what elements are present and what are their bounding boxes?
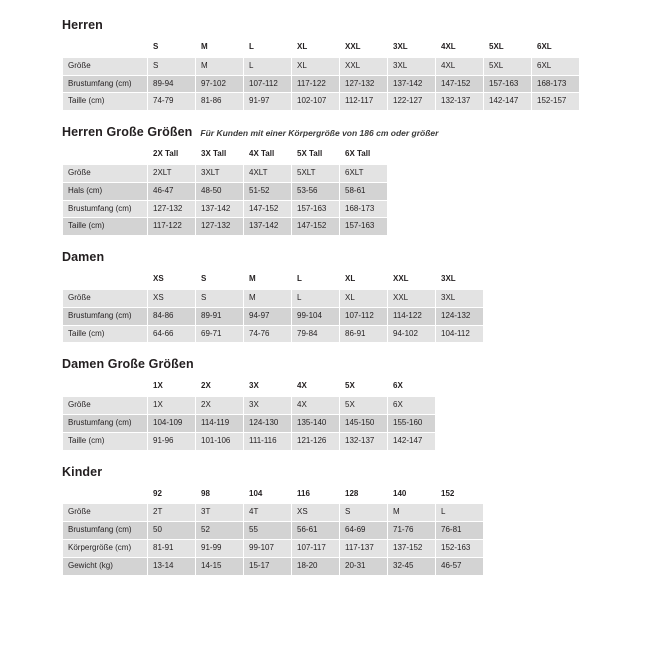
column-header: 3XL — [436, 271, 484, 290]
table-cell: 132-137 — [340, 432, 388, 450]
table-cell: 111-116 — [244, 432, 292, 450]
table-header-row — [63, 378, 436, 397]
table-cell: 3XLT — [196, 164, 244, 182]
column-header: XXL — [388, 271, 436, 290]
table-cell: 6XL — [532, 57, 580, 75]
table-cell: 147-152 — [436, 75, 484, 93]
column-header: L — [244, 39, 292, 58]
table-cell: 2XLT — [148, 164, 196, 182]
size-table — [62, 485, 484, 576]
table-cell: 117-137 — [340, 539, 388, 557]
table-cell: 64-66 — [148, 325, 196, 343]
column-header: 6X — [388, 378, 436, 397]
table-cell: 127-132 — [196, 218, 244, 236]
table-header-row — [63, 271, 484, 290]
size-section — [62, 465, 590, 576]
column-header: 1X — [148, 378, 196, 397]
table-cell: 3T — [196, 504, 244, 522]
table-cell: 155-160 — [388, 414, 436, 432]
table-cell: 168-173 — [340, 200, 388, 218]
column-header: 116 — [292, 485, 340, 504]
column-header: XL — [340, 271, 388, 290]
column-header: 4XL — [436, 39, 484, 58]
table-cell: 81-86 — [196, 93, 244, 111]
table-row — [63, 307, 484, 325]
column-header: 92 — [148, 485, 196, 504]
table-row — [63, 504, 484, 522]
table-corner-cell — [63, 271, 148, 290]
column-header: 140 — [388, 485, 436, 504]
section-title: Damen — [62, 250, 105, 265]
table-cell: 104-109 — [148, 414, 196, 432]
column-header: 4X — [292, 378, 340, 397]
table-cell: XXL — [388, 289, 436, 307]
row-label: Taille (cm) — [63, 218, 148, 236]
table-cell: 79-84 — [292, 325, 340, 343]
table-cell: 112-117 — [340, 93, 388, 111]
table-corner-cell — [63, 146, 148, 165]
table-cell: 89-94 — [148, 75, 196, 93]
table-row — [63, 522, 484, 540]
table-cell: S — [148, 57, 196, 75]
table-cell: L — [244, 57, 292, 75]
table-cell: 84-86 — [148, 307, 196, 325]
table-cell: 124-130 — [244, 414, 292, 432]
table-cell: 91-99 — [196, 539, 244, 557]
table-cell: 104-112 — [436, 325, 484, 343]
table-cell: 71-76 — [388, 522, 436, 540]
table-cell: 58-61 — [340, 182, 388, 200]
table-cell: 94-97 — [244, 307, 292, 325]
table-row — [63, 557, 484, 575]
table-cell: 6XLT — [340, 164, 388, 182]
table-cell: 117-122 — [148, 218, 196, 236]
table-cell: 147-152 — [244, 200, 292, 218]
table-cell: 152-163 — [436, 539, 484, 557]
size-table — [62, 145, 388, 236]
column-header: 128 — [340, 485, 388, 504]
column-header: 98 — [196, 485, 244, 504]
table-cell: S — [340, 504, 388, 522]
table-row — [63, 75, 580, 93]
table-cell: 122-127 — [388, 93, 436, 111]
column-header: 6X Tall — [340, 146, 388, 165]
table-cell: 99-104 — [292, 307, 340, 325]
table-cell: 15-17 — [244, 557, 292, 575]
section-note: Für Kunden mit einer Körpergröße von 186 cm oder größer — [200, 128, 439, 139]
row-label: Größe — [63, 397, 148, 415]
table-cell: 69-71 — [196, 325, 244, 343]
column-header: 5X Tall — [292, 146, 340, 165]
table-cell: 51-52 — [244, 182, 292, 200]
table-cell: 18-20 — [292, 557, 340, 575]
table-cell: 5XLT — [292, 164, 340, 182]
table-cell: XS — [148, 289, 196, 307]
table-cell: 46-47 — [148, 182, 196, 200]
row-label: Brustumfang (cm) — [63, 307, 148, 325]
section-title: Damen Große Größen — [62, 357, 194, 372]
table-cell: 46-57 — [436, 557, 484, 575]
table-cell: 91-96 — [148, 432, 196, 450]
size-chart-sections — [62, 18, 590, 576]
section-title: Herren — [62, 18, 103, 32]
table-header-row — [63, 39, 580, 58]
table-cell: S — [196, 289, 244, 307]
table-cell: 3XL — [388, 57, 436, 75]
table-corner-cell — [63, 485, 148, 504]
table-cell: 107-117 — [292, 539, 340, 557]
table-row — [63, 164, 388, 182]
section-header — [62, 250, 590, 264]
size-section — [62, 18, 590, 111]
table-cell: 127-132 — [340, 75, 388, 93]
section-header — [62, 357, 590, 371]
table-cell: XXL — [340, 57, 388, 75]
table-cell: 127-132 — [148, 200, 196, 218]
table-cell: 55 — [244, 522, 292, 540]
table-cell: L — [292, 289, 340, 307]
table-cell: 50 — [148, 522, 196, 540]
size-section — [62, 125, 590, 236]
table-row — [63, 93, 580, 111]
table-header-row — [63, 146, 388, 165]
table-cell: 4T — [244, 504, 292, 522]
column-header: L — [292, 271, 340, 290]
column-header: 4X Tall — [244, 146, 292, 165]
table-cell: XL — [292, 57, 340, 75]
table-cell: 53-56 — [292, 182, 340, 200]
column-header: 5XL — [484, 39, 532, 58]
table-row — [63, 200, 388, 218]
row-label: Größe — [63, 57, 148, 75]
table-cell: 157-163 — [484, 75, 532, 93]
table-cell: 99-107 — [244, 539, 292, 557]
table-cell: M — [244, 289, 292, 307]
table-cell: 142-147 — [484, 93, 532, 111]
table-cell: 94-102 — [388, 325, 436, 343]
table-cell: 81-91 — [148, 539, 196, 557]
table-cell: 142-147 — [388, 432, 436, 450]
row-label: Brustumfang (cm) — [63, 522, 148, 540]
table-cell: 14-15 — [196, 557, 244, 575]
table-cell: 74-76 — [244, 325, 292, 343]
row-label: Größe — [63, 504, 148, 522]
table-corner-cell — [63, 39, 148, 58]
table-row — [63, 325, 484, 343]
table-cell: 132-137 — [436, 93, 484, 111]
table-cell: 145-150 — [340, 414, 388, 432]
row-label: Brustumfang (cm) — [63, 414, 148, 432]
row-label: Taille (cm) — [63, 93, 148, 111]
column-header: S — [148, 39, 196, 58]
table-cell: 13-14 — [148, 557, 196, 575]
column-header: XL — [292, 39, 340, 58]
column-header: 2X — [196, 378, 244, 397]
table-cell: 52 — [196, 522, 244, 540]
section-title: Kinder — [62, 464, 103, 479]
section-header — [62, 465, 590, 479]
table-cell: 4XL — [436, 57, 484, 75]
table-cell: 89-91 — [196, 307, 244, 325]
table-cell: 121-126 — [292, 432, 340, 450]
table-cell: 107-112 — [244, 75, 292, 93]
table-cell: 114-119 — [196, 414, 244, 432]
table-cell: 124-132 — [436, 307, 484, 325]
table-cell: 137-152 — [388, 539, 436, 557]
table-cell: 137-142 — [196, 200, 244, 218]
table-cell: 135-140 — [292, 414, 340, 432]
size-table — [62, 377, 436, 450]
table-cell: 5X — [340, 397, 388, 415]
table-cell: 4X — [292, 397, 340, 415]
table-row — [63, 432, 436, 450]
table-cell: 76-81 — [436, 522, 484, 540]
column-header: M — [196, 39, 244, 58]
table-cell: 4XLT — [244, 164, 292, 182]
table-header-row — [63, 485, 484, 504]
section-title: Herren Große Größen — [62, 125, 193, 140]
row-label: Größe — [63, 289, 148, 307]
size-table — [62, 270, 484, 343]
table-cell: 152-157 — [532, 93, 580, 111]
table-cell: 137-142 — [388, 75, 436, 93]
section-header — [62, 125, 590, 139]
table-row — [63, 397, 436, 415]
size-section — [62, 357, 590, 450]
table-cell: 157-163 — [340, 218, 388, 236]
column-header: 152 — [436, 485, 484, 504]
table-cell: 147-152 — [292, 218, 340, 236]
column-header: 3X — [244, 378, 292, 397]
table-cell: 20-31 — [340, 557, 388, 575]
table-cell: 86-91 — [340, 325, 388, 343]
row-label: Hals (cm) — [63, 182, 148, 200]
table-cell: M — [388, 504, 436, 522]
table-cell: 56-61 — [292, 522, 340, 540]
table-cell: 137-142 — [244, 218, 292, 236]
table-cell: M — [196, 57, 244, 75]
size-section — [62, 250, 590, 343]
table-cell: 48-50 — [196, 182, 244, 200]
table-cell: 107-112 — [340, 307, 388, 325]
column-header: XS — [148, 271, 196, 290]
table-cell: 117-122 — [292, 75, 340, 93]
table-cell: 1X — [148, 397, 196, 415]
section-header — [62, 18, 590, 32]
table-cell: 102-107 — [292, 93, 340, 111]
table-cell: 5XL — [484, 57, 532, 75]
column-header: 104 — [244, 485, 292, 504]
table-cell: XS — [292, 504, 340, 522]
table-cell: 168-173 — [532, 75, 580, 93]
row-label: Taille (cm) — [63, 432, 148, 450]
table-cell: 3X — [244, 397, 292, 415]
table-corner-cell — [63, 378, 148, 397]
row-label: Gewicht (kg) — [63, 557, 148, 575]
table-cell: 157-163 — [292, 200, 340, 218]
table-row — [63, 539, 484, 557]
size-table — [62, 38, 580, 111]
column-header: 2X Tall — [148, 146, 196, 165]
table-row — [63, 218, 388, 236]
column-header: S — [196, 271, 244, 290]
row-label: Körpergröße (cm) — [63, 539, 148, 557]
table-cell: 91-97 — [244, 93, 292, 111]
table-row — [63, 182, 388, 200]
column-header: XXL — [340, 39, 388, 58]
table-cell: 6X — [388, 397, 436, 415]
table-cell: 64-69 — [340, 522, 388, 540]
column-header: 3X Tall — [196, 146, 244, 165]
row-label: Taille (cm) — [63, 325, 148, 343]
table-cell: 32-45 — [388, 557, 436, 575]
table-cell: 2T — [148, 504, 196, 522]
row-label: Größe — [63, 164, 148, 182]
row-label: Brustumfang (cm) — [63, 75, 148, 93]
table-cell: 114-122 — [388, 307, 436, 325]
table-cell: 97-102 — [196, 75, 244, 93]
column-header: M — [244, 271, 292, 290]
column-header: 6XL — [532, 39, 580, 58]
column-header: 5X — [340, 378, 388, 397]
table-cell: 3XL — [436, 289, 484, 307]
table-cell: 101-106 — [196, 432, 244, 450]
table-cell: 74-79 — [148, 93, 196, 111]
table-cell: L — [436, 504, 484, 522]
table-row — [63, 289, 484, 307]
column-header: 3XL — [388, 39, 436, 58]
table-cell: 2X — [196, 397, 244, 415]
table-row — [63, 414, 436, 432]
table-cell: XL — [340, 289, 388, 307]
row-label: Brustumfang (cm) — [63, 200, 148, 218]
table-row — [63, 57, 580, 75]
